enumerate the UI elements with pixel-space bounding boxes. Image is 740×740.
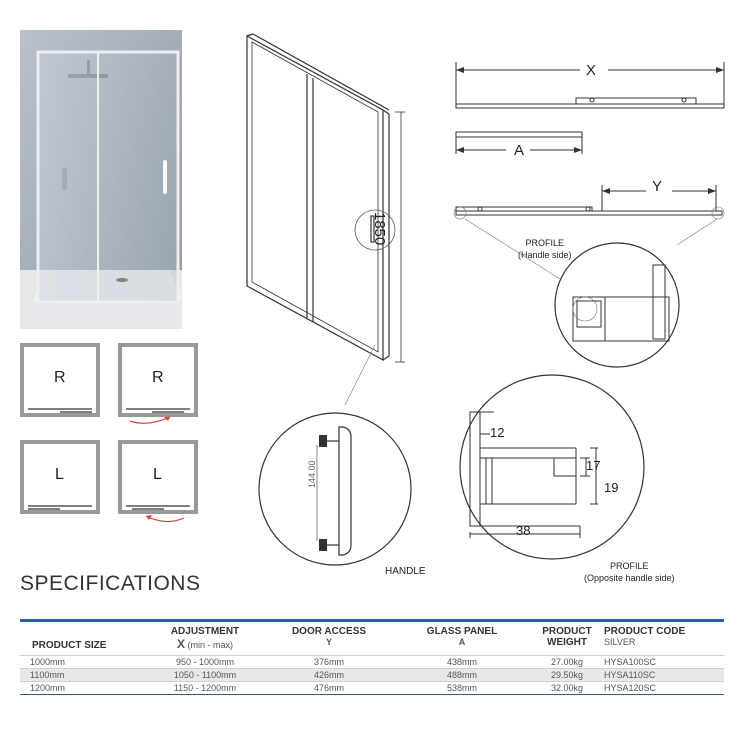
orientation-right-1 [20,343,100,423]
specifications-title: SPECIFICATIONS [20,572,201,595]
profile-handle-caption: PROFILE (Handle side) [518,238,572,260]
product-photo [20,30,182,329]
handle-detail [255,345,455,575]
header-product-size: PRODUCT SIZE [20,621,144,656]
height-dimension: 1850 [371,212,388,246]
orientation-label: R [54,369,66,386]
orientation-label: R [152,369,164,386]
door-drawing [235,30,415,370]
dim-12-label: 12 [490,425,505,440]
dim-19-label: 19 [604,480,619,495]
handle-label: HANDLE [385,566,426,577]
header-door-access: DOOR ACCESS Y [266,621,392,656]
dim-a-label: A [514,142,525,159]
profile-opposite-detail [440,372,670,572]
header-product-weight: PRODUCT WEIGHT [532,621,602,656]
header-glass-panel: GLASS PANEL A [392,621,532,656]
table-row: 1100mm 1050 - 1100mm 426mm 488mm 29.50kg HYSA110SC [20,669,724,682]
profile-opposite-caption: PROFILE (Opposite handle side) [584,561,675,583]
dim-38-label: 38 [516,523,531,538]
orientation-right-2 [118,343,198,438]
header-product-code: PRODUCT CODE SILVER [602,621,724,656]
table-row: 1200mm 1150 - 1200mm 476mm 538mm 32.00kg HYSA120SC [20,682,724,695]
orientation-left-2 [118,440,198,535]
specifications-table [20,619,724,695]
orientation-label: L [55,466,64,483]
dim-y-label: Y [652,178,663,195]
orientation-left-1 [20,440,100,520]
handle-dimension: 144.00 [307,460,317,488]
dim-x-label: X [586,62,597,79]
dim-17-label: 17 [586,458,601,473]
profile-handle-detail [455,205,735,375]
table-row: 1000mm 950 - 1000mm 376mm 438mm 27.00kg HYSA100SC [20,656,724,669]
orientation-label: L [153,466,162,483]
header-adjustment: ADJUSTMENT X (min - max) [144,621,266,656]
